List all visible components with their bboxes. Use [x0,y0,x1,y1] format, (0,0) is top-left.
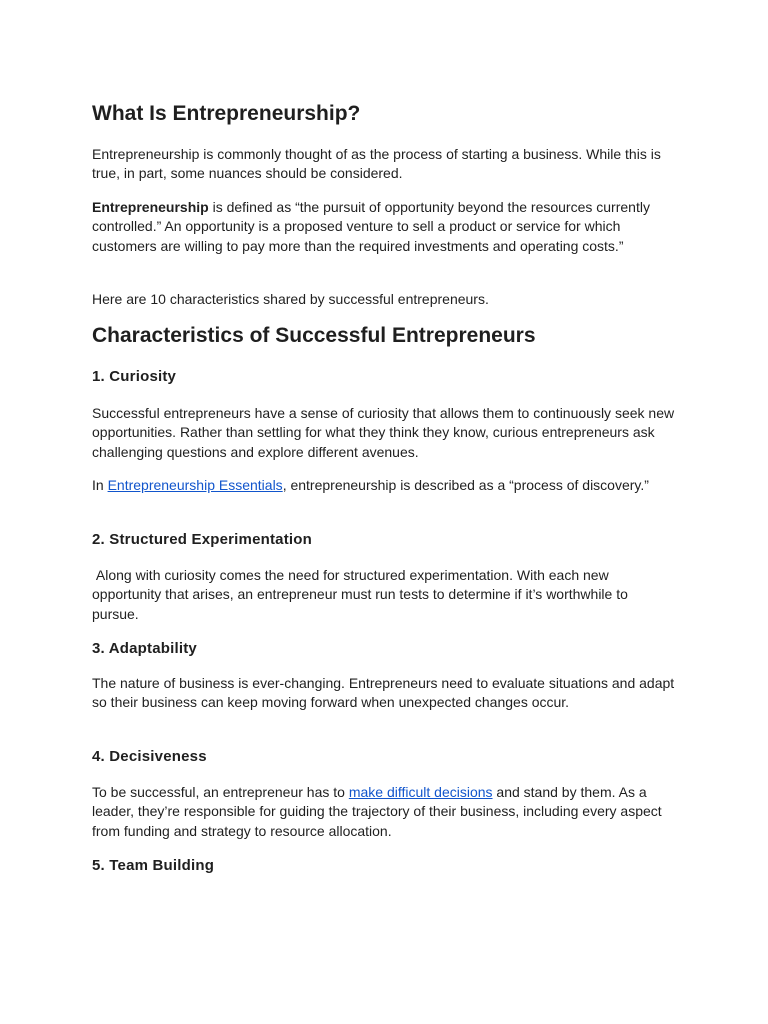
intro-paragraph: Entrepreneurship is commonly thought of as the process of starting a business. While this is true, in part, some nuances should be considered. [92,146,661,182]
adaptability-paragraph: The nature of business is ever-changing. Entrepreneurs need to evaluate situations and adapt so their business can keep moving forward when unexpected changes occur. [92,675,675,711]
page-title: What Is Entrepreneurship? [92,102,361,125]
make-difficult-decisions-link[interactable]: make difficult decisions [348,784,493,800]
lead-in-paragraph: Here are 10 characteristics shared by successful entrepreneurs. [92,291,489,307]
section-heading: Characteristics of Successful Entrepreneurs [92,324,536,347]
definition-paragraph [92,198,677,256]
curiosity-paragraph: Successful entrepreneurs have a sense of curiosity that allows them to continuously seek new opportunities. Rather than settling for what they think they know, curious entrepreneurs ask challenging questions and explore different avenues. [92,405,675,460]
quote-prefix: In [92,477,108,493]
experimentation-paragraph: Along with curiosity comes the need for structured experimentation. With each new opportunity that arises, an entrepreneur must run tests to determine if it’s worthwhile to pursue. [92,567,632,622]
decisiveness-suffix: and stand by them. As a leader, they’re responsible for guiding the trajectory of their business, including every aspect from funding and strategy to resource allocation. [92,784,662,839]
definition-text: is defined as “the pursuit of opportunity beyond the resources currently controlled.” An opportunity is a proposed venture to sell a product or service for which customers are willing to pay more than the required investments and operating costs.” [92,199,650,254]
experimentation-heading: 2. Structured Experimentation [92,531,313,548]
decisiveness-prefix: To be successful, an entrepreneur has to [92,784,349,800]
quote-suffix: , entrepreneurship is described as a “process of discovery.” [282,477,649,493]
team-building-heading: 5. Team Building [92,857,215,874]
definition-term: Entrepreneurship [92,199,209,215]
curiosity-heading: 1. Curiosity [92,368,177,385]
curiosity-quote-paragraph [92,476,677,495]
adaptability-heading: 3. Adaptability [92,640,197,657]
decisiveness-heading: 4. Decisiveness [92,748,207,765]
decisiveness-paragraph [92,783,677,841]
entrepreneurship-essentials-link[interactable]: Entrepreneurship Essentials [107,477,283,493]
